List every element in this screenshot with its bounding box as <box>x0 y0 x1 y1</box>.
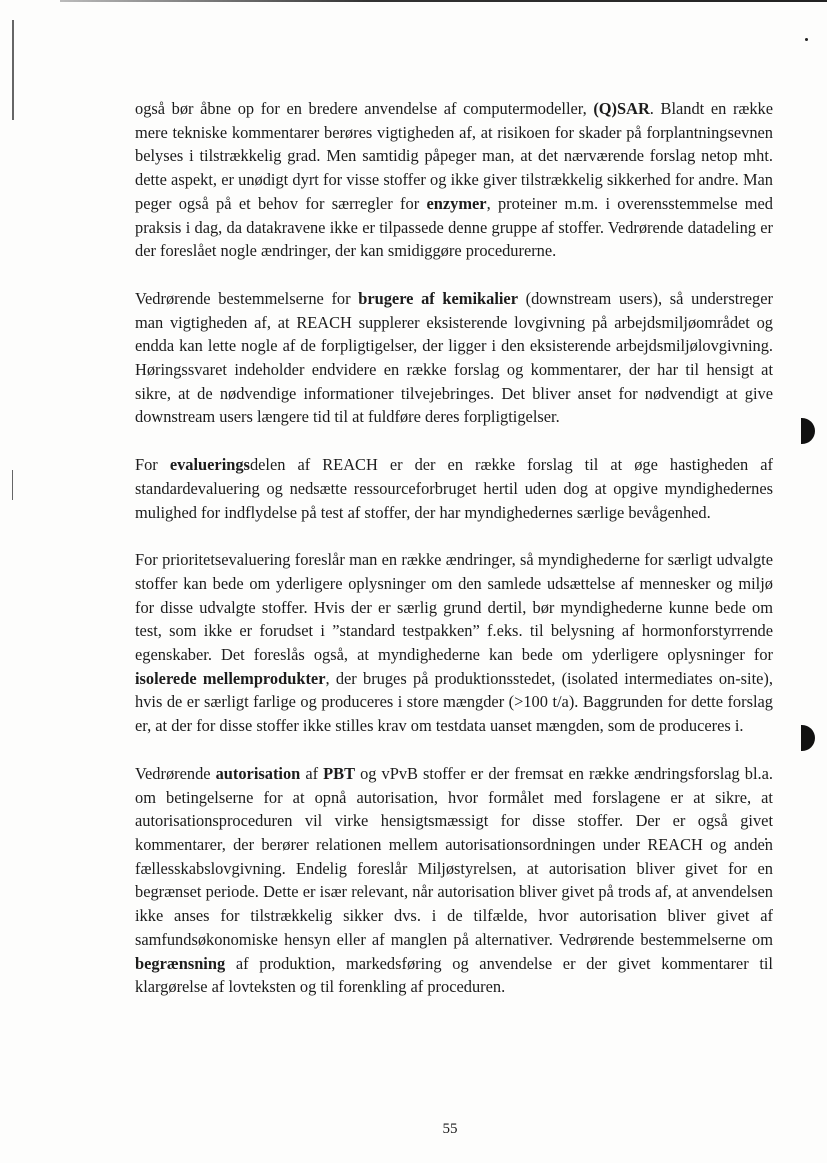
paragraph-5 <box>135 762 773 999</box>
binding-hole-mark <box>801 725 815 751</box>
scan-edge-top <box>60 0 827 2</box>
scan-speck <box>805 38 808 41</box>
scan-edge-left <box>12 20 14 120</box>
paragraph-3 <box>135 453 773 524</box>
bold-term: PBT <box>323 763 356 783</box>
binding-hole-mark <box>801 418 815 444</box>
bold-term: evaluerings <box>169 455 250 475</box>
text-run: også bør åbne op for en bredere anvendelse af computermodeller, <box>135 99 594 118</box>
scan-edge-left <box>12 470 13 500</box>
text-run: af <box>300 763 324 783</box>
bold-term: enzymer <box>426 193 487 213</box>
text-run: (downstream users), så understreger man vigtigheden af, at REACH supplerer eksisterende lovgivning på arbejdsmiljøområdet og endda kan lette nogle af de forpligtigelser, der ligger i den eksisterende arbejdsmiljølovgivning. Høringssvaret indeholder endvidere en række forslag og kommentarer, der har til hensigt at sikre, at de nødvendige informationer tilvejebringes. Det bliver anset for nødvendigt at give downstream users længere tid til at fuldføre deres forpligtigelser. <box>135 288 773 427</box>
text-run: . Blandt en række mere tekniske kommentarer berøres vigtigheden af, at risikoen for skader på forplantningsevnen belyses i tilstrækkelig grad. Men samtidig påpeger man, at det nærværende forslag netop mht. dette aspekt, er unødigt dyrt for visse stoffer og ikke giver tilstrækkelig sikkerhed for andre. Man peger også på et behov for særregler for <box>135 99 773 213</box>
bold-term: autorisation <box>215 763 301 783</box>
text-run: Vedrørende bestemmelserne for <box>135 288 359 308</box>
text-run: delen af REACH er der en række forslag til at øge hastigheden af standardevaluering og nedsætte ressourceforbruget hertil uden dog at opgive myndighedernes mulighed for indflydelse på test af stoffer, der har myndighedernes særlige bevågenhed. <box>135 455 773 522</box>
text-run: og vPvB stoffer er der fremsat en række ændringsforslag bl.a. om betingelserne for at opnå autorisation, hvor formålet med forslagene er at sikre, at autorisationsproceduren vil virke hensigtsmæssigt for disse stoffer. Der er også givet kommentarer, der berører relationen mellem autorisationsordningen under REACH og anden fællesskabslovgivning. Endelig foreslår Miljøstyrelsen, at autorisation bliver givet for en begrænset periode. Dette er især relevant, når autorisation bliver givet på trods af, at anvendelsen ikke anses for tilstrækkelig sikker dvs. i de tilfælde, hvor autorisation bliver givet af samfundsøkonomiske hensyn eller af manglen på alternativer. Vedrørende bestemmelserne om <box>135 763 773 949</box>
text-run: af produktion, markedsføring og anvendelse er der givet kommentarer til klargørelse af lovteksten og til forenkling af proceduren. <box>135 953 773 997</box>
bold-term: brugere af kemikalier <box>358 288 518 308</box>
text-run: , der bruges på produktionsstedet, (isolated intermediates on-site), hvis de er særligt farlige og produceres i store mængder (>100 t/a). Baggrunden for dette forslag er, at der for disse stoffer ikke stilles krav om testdata uanset mængden, som de produceres i. <box>135 668 773 736</box>
paragraph-4 <box>135 548 773 738</box>
bold-term: (Q)SAR <box>593 99 650 118</box>
page-body <box>135 97 773 1023</box>
paragraph-1 <box>135 97 773 263</box>
text-run: Vedrørende <box>135 763 216 783</box>
page-number: 55 <box>442 1121 458 1137</box>
text-run: For <box>135 455 170 475</box>
text-run: , proteiner m.m. i overensstemmelse med praksis i dag, da datakravene ikke er tilpassede denne gruppe af stoffer. Vedrørende datadeling er der foreslået nogle ændringer, der kan smidiggøre procedurerne. <box>135 193 773 261</box>
paragraph-2 <box>135 287 773 429</box>
bold-term: begrænsning <box>135 953 226 973</box>
bold-term: isolerede mellemprodukter <box>135 668 326 688</box>
text-run: For prioritetsevaluering foreslår man en række ændringer, så myndighederne for særligt udvalgte stoffer kan bede om yderligere oplysninger om den samlede udsættelse af mennesker og miljø for disse udvalgte stoffer. Hvis der er særlig grund dertil, bør myndighederne kunne bede om test, som ikke er forudset i ”standard testpakken” f.eks. til belysning af hormonforstyrrende egenskaber. Det foreslås også, at myndighederne kan bede om yderligere oplysninger for <box>135 550 773 665</box>
